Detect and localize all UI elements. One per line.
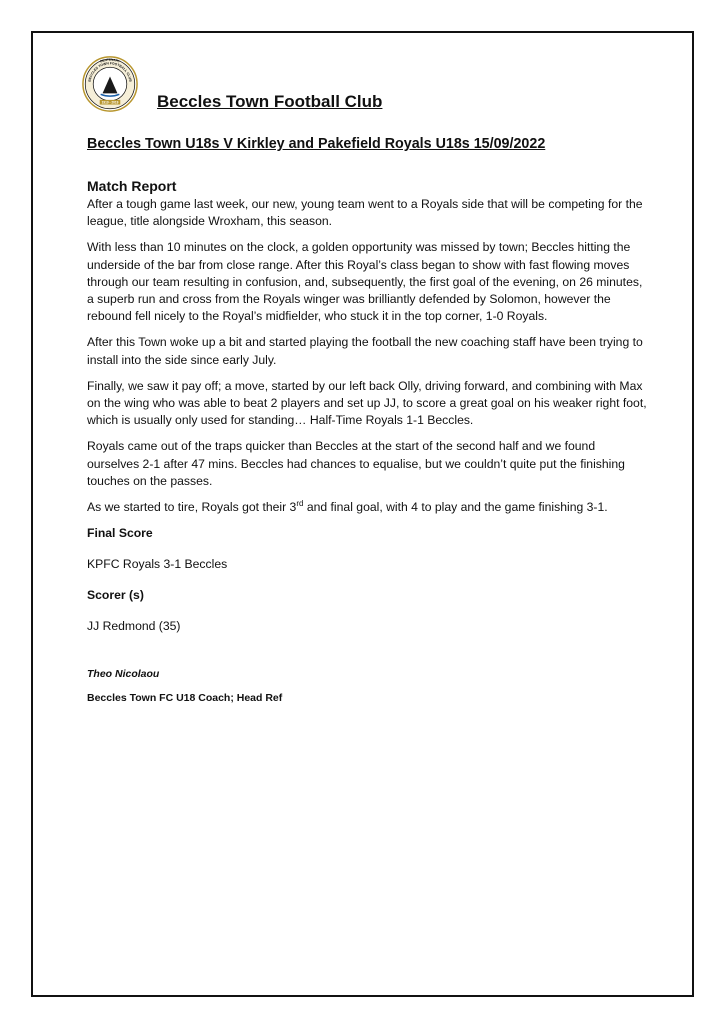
report-paragraph-final-goal [87,499,647,516]
scorers-heading: Scorer (s) [87,588,144,603]
report-paragraph: After a tough game last week, our new, young team went to a Royals side that will be competing for the league, title alongside Wroxham, this season. [87,197,643,229]
report-paragraph: Finally, we saw it pay off; a move, started by our left back Olly, driving forward, and combining with Max on the wing who was able to beat 2 players and set up JJ, to score a great goal on his weaker right foot, which is usually only used for standing… Half-Time Royals 1-1 Beccles. [87,378,647,428]
crest-years: 1919 - 2019 [101,100,119,105]
report-paragraph: With less than 10 minutes on the clock, a golden opportunity was missed by town; Beccles hitting the underside of the bar from close range. After this Royal’s class began to show with fast flowing moves through our team resulting in confusion, and, subsequently, the first goal of the evening, on 26 minutes, a superb run and cross from the Royals winger was brilliantly defended by Solomon, however the rebound fell nicely to the Royal’s midfielder, who stuck it in the top corner, 1-0 Royals. [87,240,643,324]
report-paragraph: After this Town woke up a bit and started playing the football the new coaching staff have been trying to install into the side since early July. [87,335,643,367]
report-paragraph: Royals came out of the traps quicker than Beccles at the start of the second half and we found ourselves 2-1 after 47 mins. Beccles had chances to equalise, but we couldn’t quite put the finishing touches on the passes. [87,439,625,488]
crest-ring-text: BECCLES TOWN FOOTBALL CLUB [87,61,133,83]
signature-role: Beccles Town FC U18 Coach; Head Ref [87,691,283,704]
final-goal-text-end: and final goal, with 4 to play and the game finishing 3-1. [303,500,608,515]
final-score-heading: Final Score [87,526,153,541]
club-name-heading: Beccles Town Football Club [157,92,383,111]
signature-name: Theo Nicolaou [87,667,160,680]
scorers-value: JJ Redmond (35) [87,619,181,634]
final-score-value: KPFC Royals 3-1 Beccles [87,557,228,572]
match-report-content [87,176,647,715]
crest-ring-top-text: CENTENARY [99,57,121,64]
final-goal-text-start: As we started to tire, Royals got their 3 [87,500,297,515]
match-report-heading: Match Report [87,178,177,194]
match-title: Beccles Town U18s V Kirkley and Pakefield Royals U18s 15/09/2022 [87,136,546,152]
club-crest-icon [82,56,138,112]
ordinal-suffix: rd [296,498,304,508]
